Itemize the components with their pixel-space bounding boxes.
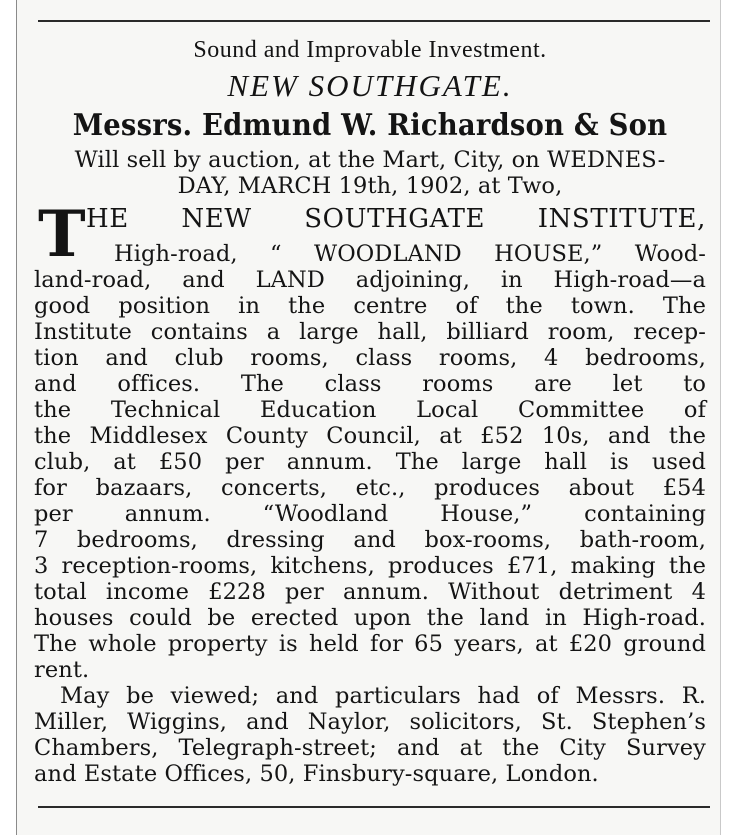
- body-line: High-road, “ WOODLAND HOUSE,” Wood-: [114, 241, 706, 267]
- body-line: the Middlesex County Council, at £52 10s, and the: [34, 423, 706, 449]
- top-rule: [38, 20, 710, 22]
- body-line: houses could be erected upon the land in High-road.: [34, 605, 706, 631]
- auctioneer-name: Messrs. Edmund W. Richardson & Son: [72, 108, 668, 143]
- body-line: for bazaars, concerts, etc., produces about £54: [34, 475, 706, 501]
- viewing-line: May be viewed; and particulars had of Messrs. R.: [60, 683, 706, 709]
- subhead: Sound and Improvable Investment.: [193, 37, 547, 63]
- body-line: club, at £50 per annum. The large hall is used: [34, 449, 706, 475]
- sale-line: DAY, MARCH 19th, 1902, at Two,: [177, 173, 563, 199]
- viewing-line: Miller, Wiggins, and Naylor, solicitors, St. Stephen’s: [34, 709, 706, 735]
- viewing-line: Chambers, Telegraph-street; and at the City Survey: [34, 735, 706, 761]
- body-line: Institute contains a large hall, billiard room, recep-: [34, 319, 706, 345]
- body-line: The whole property is held for 65 years, at £20 ground: [34, 631, 706, 657]
- drop-cap: T: [38, 197, 86, 272]
- bottom-rule: [38, 806, 710, 808]
- sale-line: Will sell by auction, at the Mart, City, on WEDNES-: [74, 147, 666, 173]
- body-line: per annum. “Woodland House,” containing: [34, 501, 706, 527]
- body-line: total income £228 per annum. Without detriment 4: [34, 579, 706, 605]
- property-title: HE NEW SOUTHGATE INSTITUTE,: [86, 204, 706, 234]
- viewing-line-last: and Estate Offices, 50, Finsbury-square, London.: [34, 761, 599, 787]
- body-line: and offices. The class rooms are let to: [34, 371, 706, 397]
- body-line: land-road, and LAND adjoining, in High-road—a: [34, 267, 706, 293]
- body-line: good position in the centre of the town. The: [34, 293, 706, 319]
- body-line: the Technical Education Local Committee of: [34, 397, 706, 423]
- place-heading: NEW SOUTHGATE.: [227, 68, 513, 103]
- body-line: 7 bedrooms, dressing and box-rooms, bath-room,: [34, 527, 706, 553]
- body-line-last: rent.: [34, 657, 90, 683]
- body-line: 3 reception-rooms, kitchens, produces £71, making the: [34, 553, 706, 579]
- body-line: tion and club rooms, class rooms, 4 bedrooms,: [34, 345, 706, 371]
